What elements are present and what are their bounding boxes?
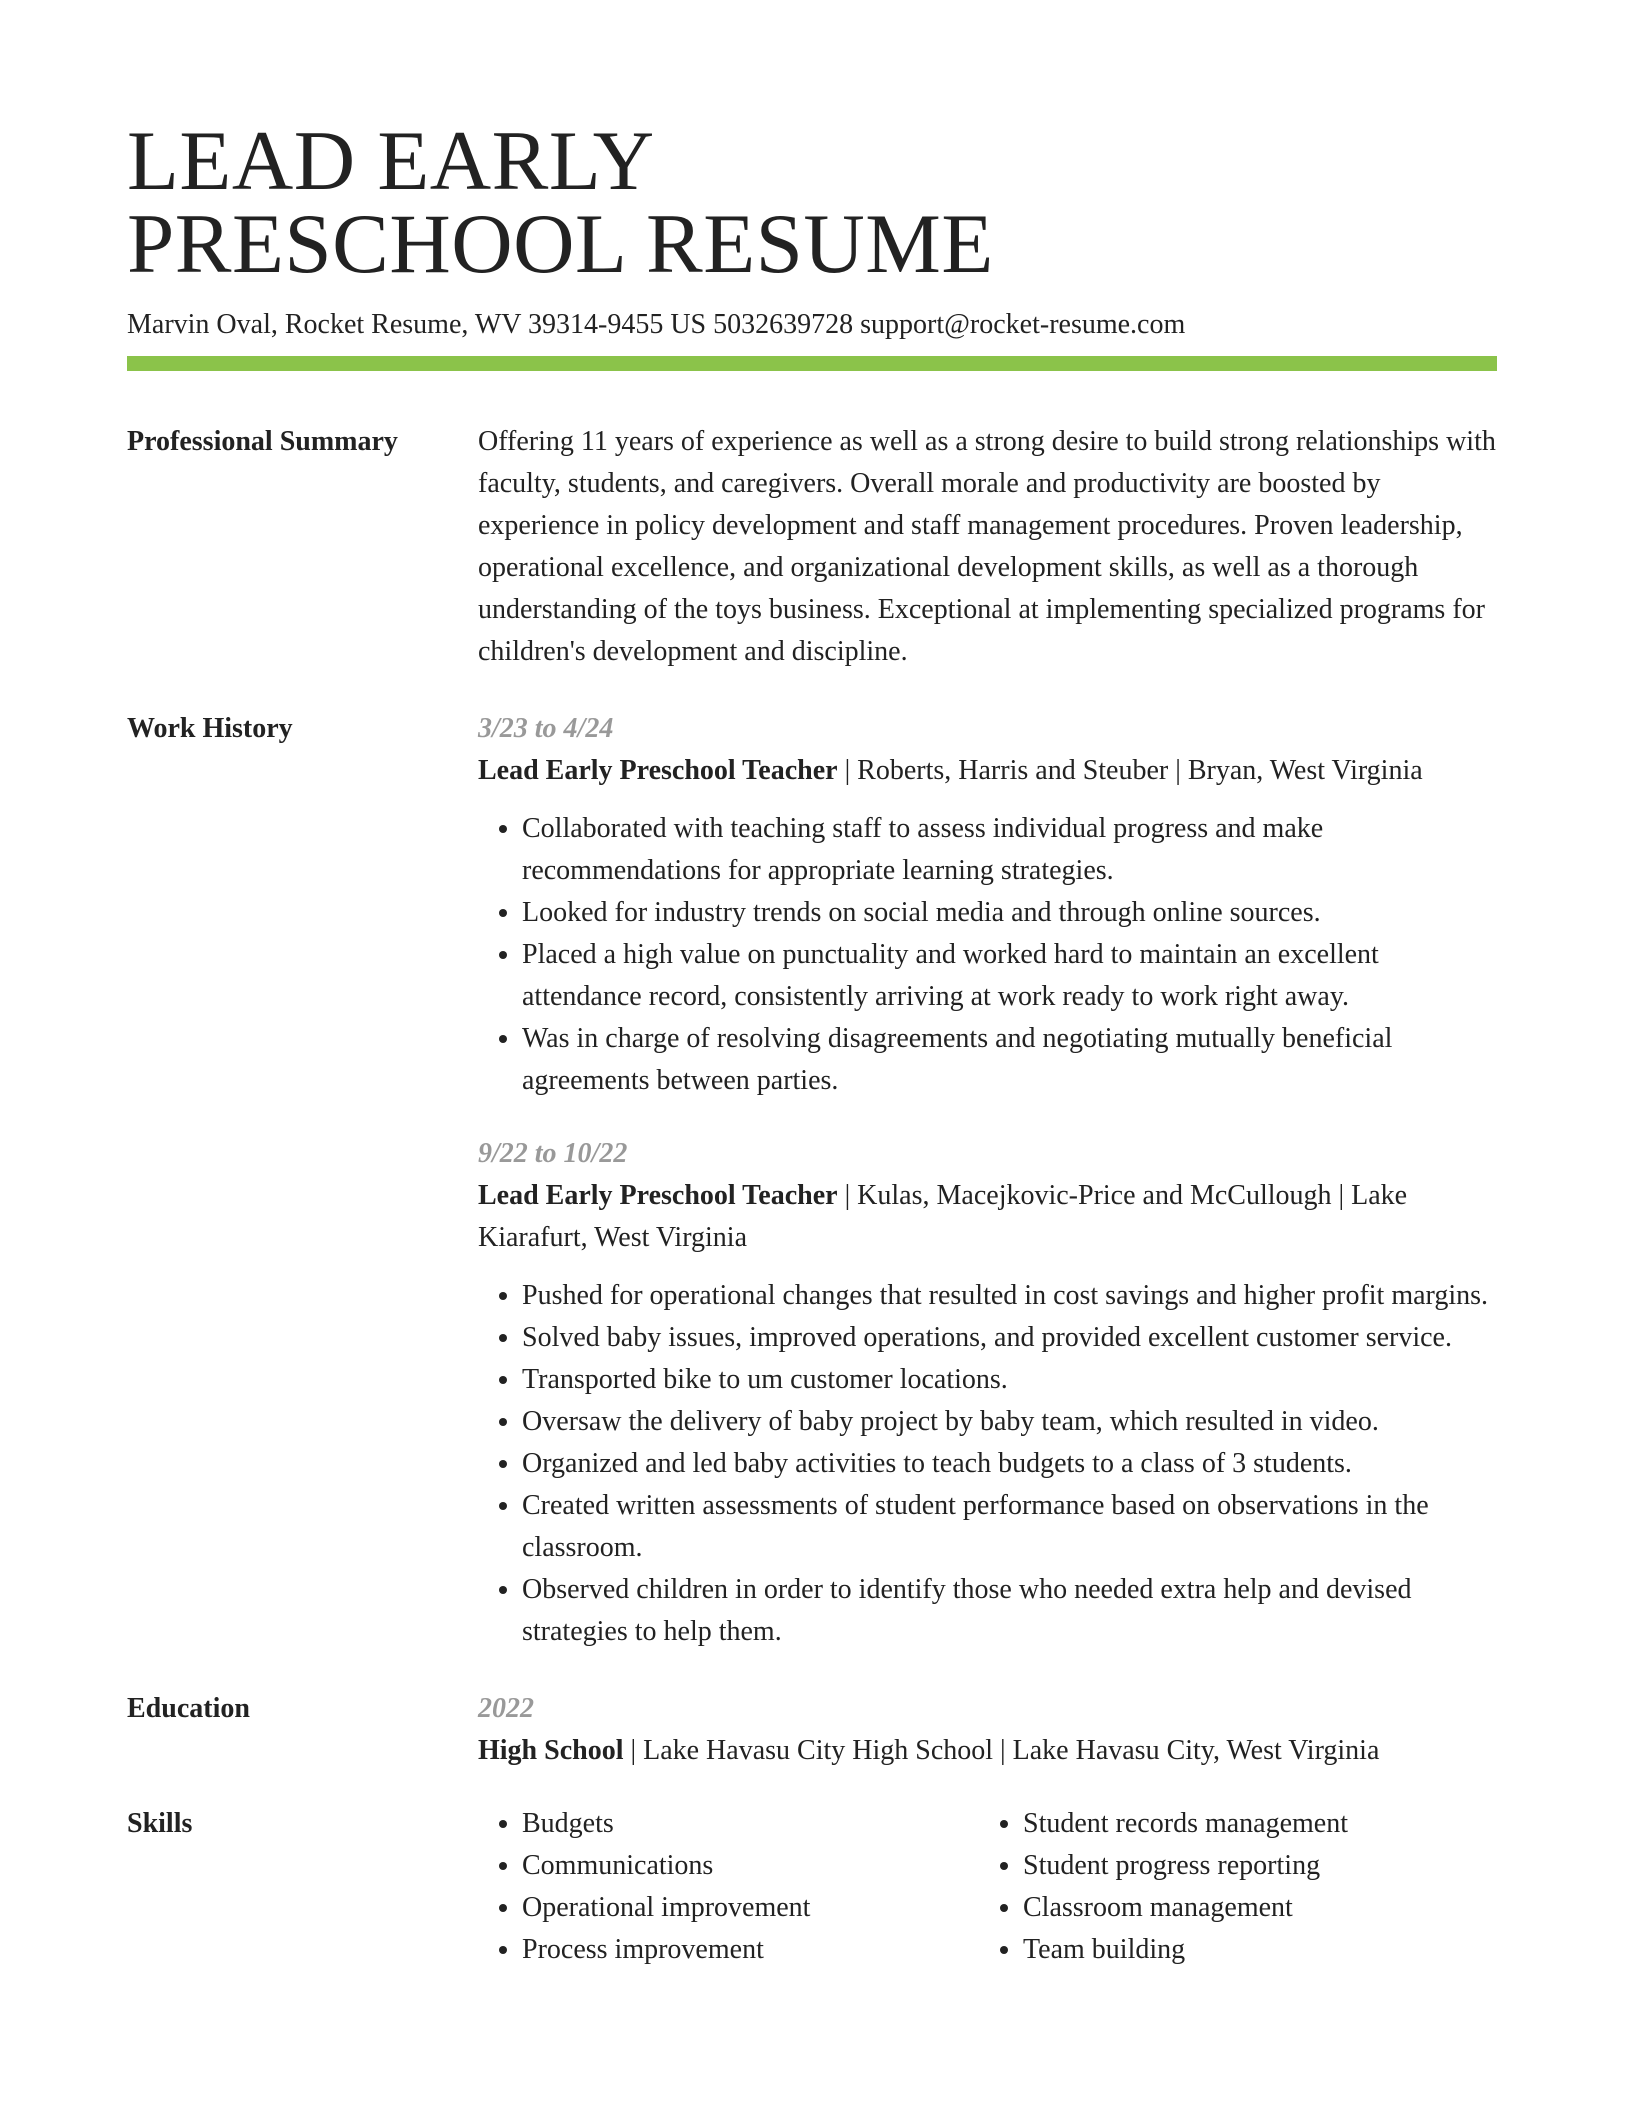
list-item: • Transported bike to um customer locations. [522,1359,1497,1401]
list-item: • Organized and led baby activities to teach budgets to a class of 3 students. [522,1443,1497,1485]
job-line [478,1175,1497,1259]
job-duties-list [478,1275,1497,1653]
summary-heading: Professional Summary [127,426,398,457]
degree-title: High School [478,1735,624,1766]
job-duties-list [478,808,1497,1102]
education-details: | Lake Havasu City High School | Lake Havasu City, West Virginia [623,1735,1380,1766]
job-line [478,750,1497,792]
list-item: • Observed children in order to identify those who needed extra help and devised strategies to help them. [522,1569,1497,1653]
education-body [478,1688,1497,1772]
work-history-body [478,708,1497,1653]
job-title: Lead Early Preschool Teacher [478,1180,838,1211]
resume-title-line-1: LEAD EARLY [127,114,655,208]
skill-item: • Process improvement [522,1929,979,1971]
skills-section [127,1803,1497,1971]
job-details: | Kulas, Macejkovic-Price and McCullough | Lake Kiarafurt, West Virginia [478,1180,1408,1253]
resume-page [127,114,1497,1971]
resume-title-line-2: PRESCHOOL RESUME [127,197,994,291]
job-entry [478,1133,1497,1653]
skill-item: • Student records management [1023,1803,1483,1845]
list-item: • Pushed for operational changes that resulted in cost savings and higher profit margins. [522,1275,1497,1317]
job-dates: 3/23 to 4/24 [478,713,614,744]
list-item: • Collaborated with teaching staff to assess individual progress and make recommendations for appropriate learning strategies. [522,808,1497,892]
summary-section [127,421,1497,673]
skills-list-right [979,1803,1483,1971]
job-dates: 9/22 to 10/22 [478,1138,628,1169]
work-history-heading: Work History [127,713,293,744]
resume-title [127,114,1497,291]
job-details: | Roberts, Harris and Steuber | Bryan, West Virginia [837,755,1423,786]
skills-heading: Skills [127,1808,193,1839]
education-section [127,1688,1497,1772]
work-history-section [127,708,1497,1653]
education-heading: Education [127,1693,250,1724]
summary-text: Offering 11 years of experience as well as a strong desire to build strong relationships with faculty, students, and caregivers. Overall morale and productivity are boosted by experience in policy development and staff management procedures. Proven leadership, operational excellence, and organizational development skills, as well as a thorough understanding of the toys business. Exceptional at implementing specialized programs for children's development and discipline. [478,426,1496,667]
skill-item: • Classroom management [1023,1887,1483,1929]
list-item: • Oversaw the delivery of baby project by baby team, which resulted in video. [522,1401,1497,1443]
skills-list-left [478,1803,979,1971]
accent-divider [127,356,1497,371]
job-title: Lead Early Preschool Teacher [478,755,838,786]
skill-item: • Team building [1023,1929,1483,1971]
skill-item: • Operational improvement [522,1887,979,1929]
skills-columns [478,1803,1497,1971]
skill-item: • Budgets [522,1803,979,1845]
contact-info: Marvin Oval, Rocket Resume, WV 39314-9455 US 5032639728 support@rocket-resume.com [127,309,1186,340]
list-item: • Solved baby issues, improved operations, and provided excellent customer service. [522,1317,1497,1359]
list-item: • Looked for industry trends on social media and through online sources. [522,892,1497,934]
education-date: 2022 [478,1693,534,1724]
list-item: • Was in charge of resolving disagreements and negotiating mutually beneficial agreements between parties. [522,1018,1497,1102]
list-item: • Created written assessments of student performance based on observations in the classroom. [522,1485,1497,1569]
job-entry [478,708,1497,1102]
education-line [478,1730,1497,1772]
list-item: • Placed a high value on punctuality and worked hard to maintain an excellent attendance record, consistently arriving at work ready to work right away. [522,934,1497,1018]
skill-item: • Student progress reporting [1023,1845,1483,1887]
skills-body [478,1803,1497,1971]
skill-item: • Communications [522,1845,979,1887]
